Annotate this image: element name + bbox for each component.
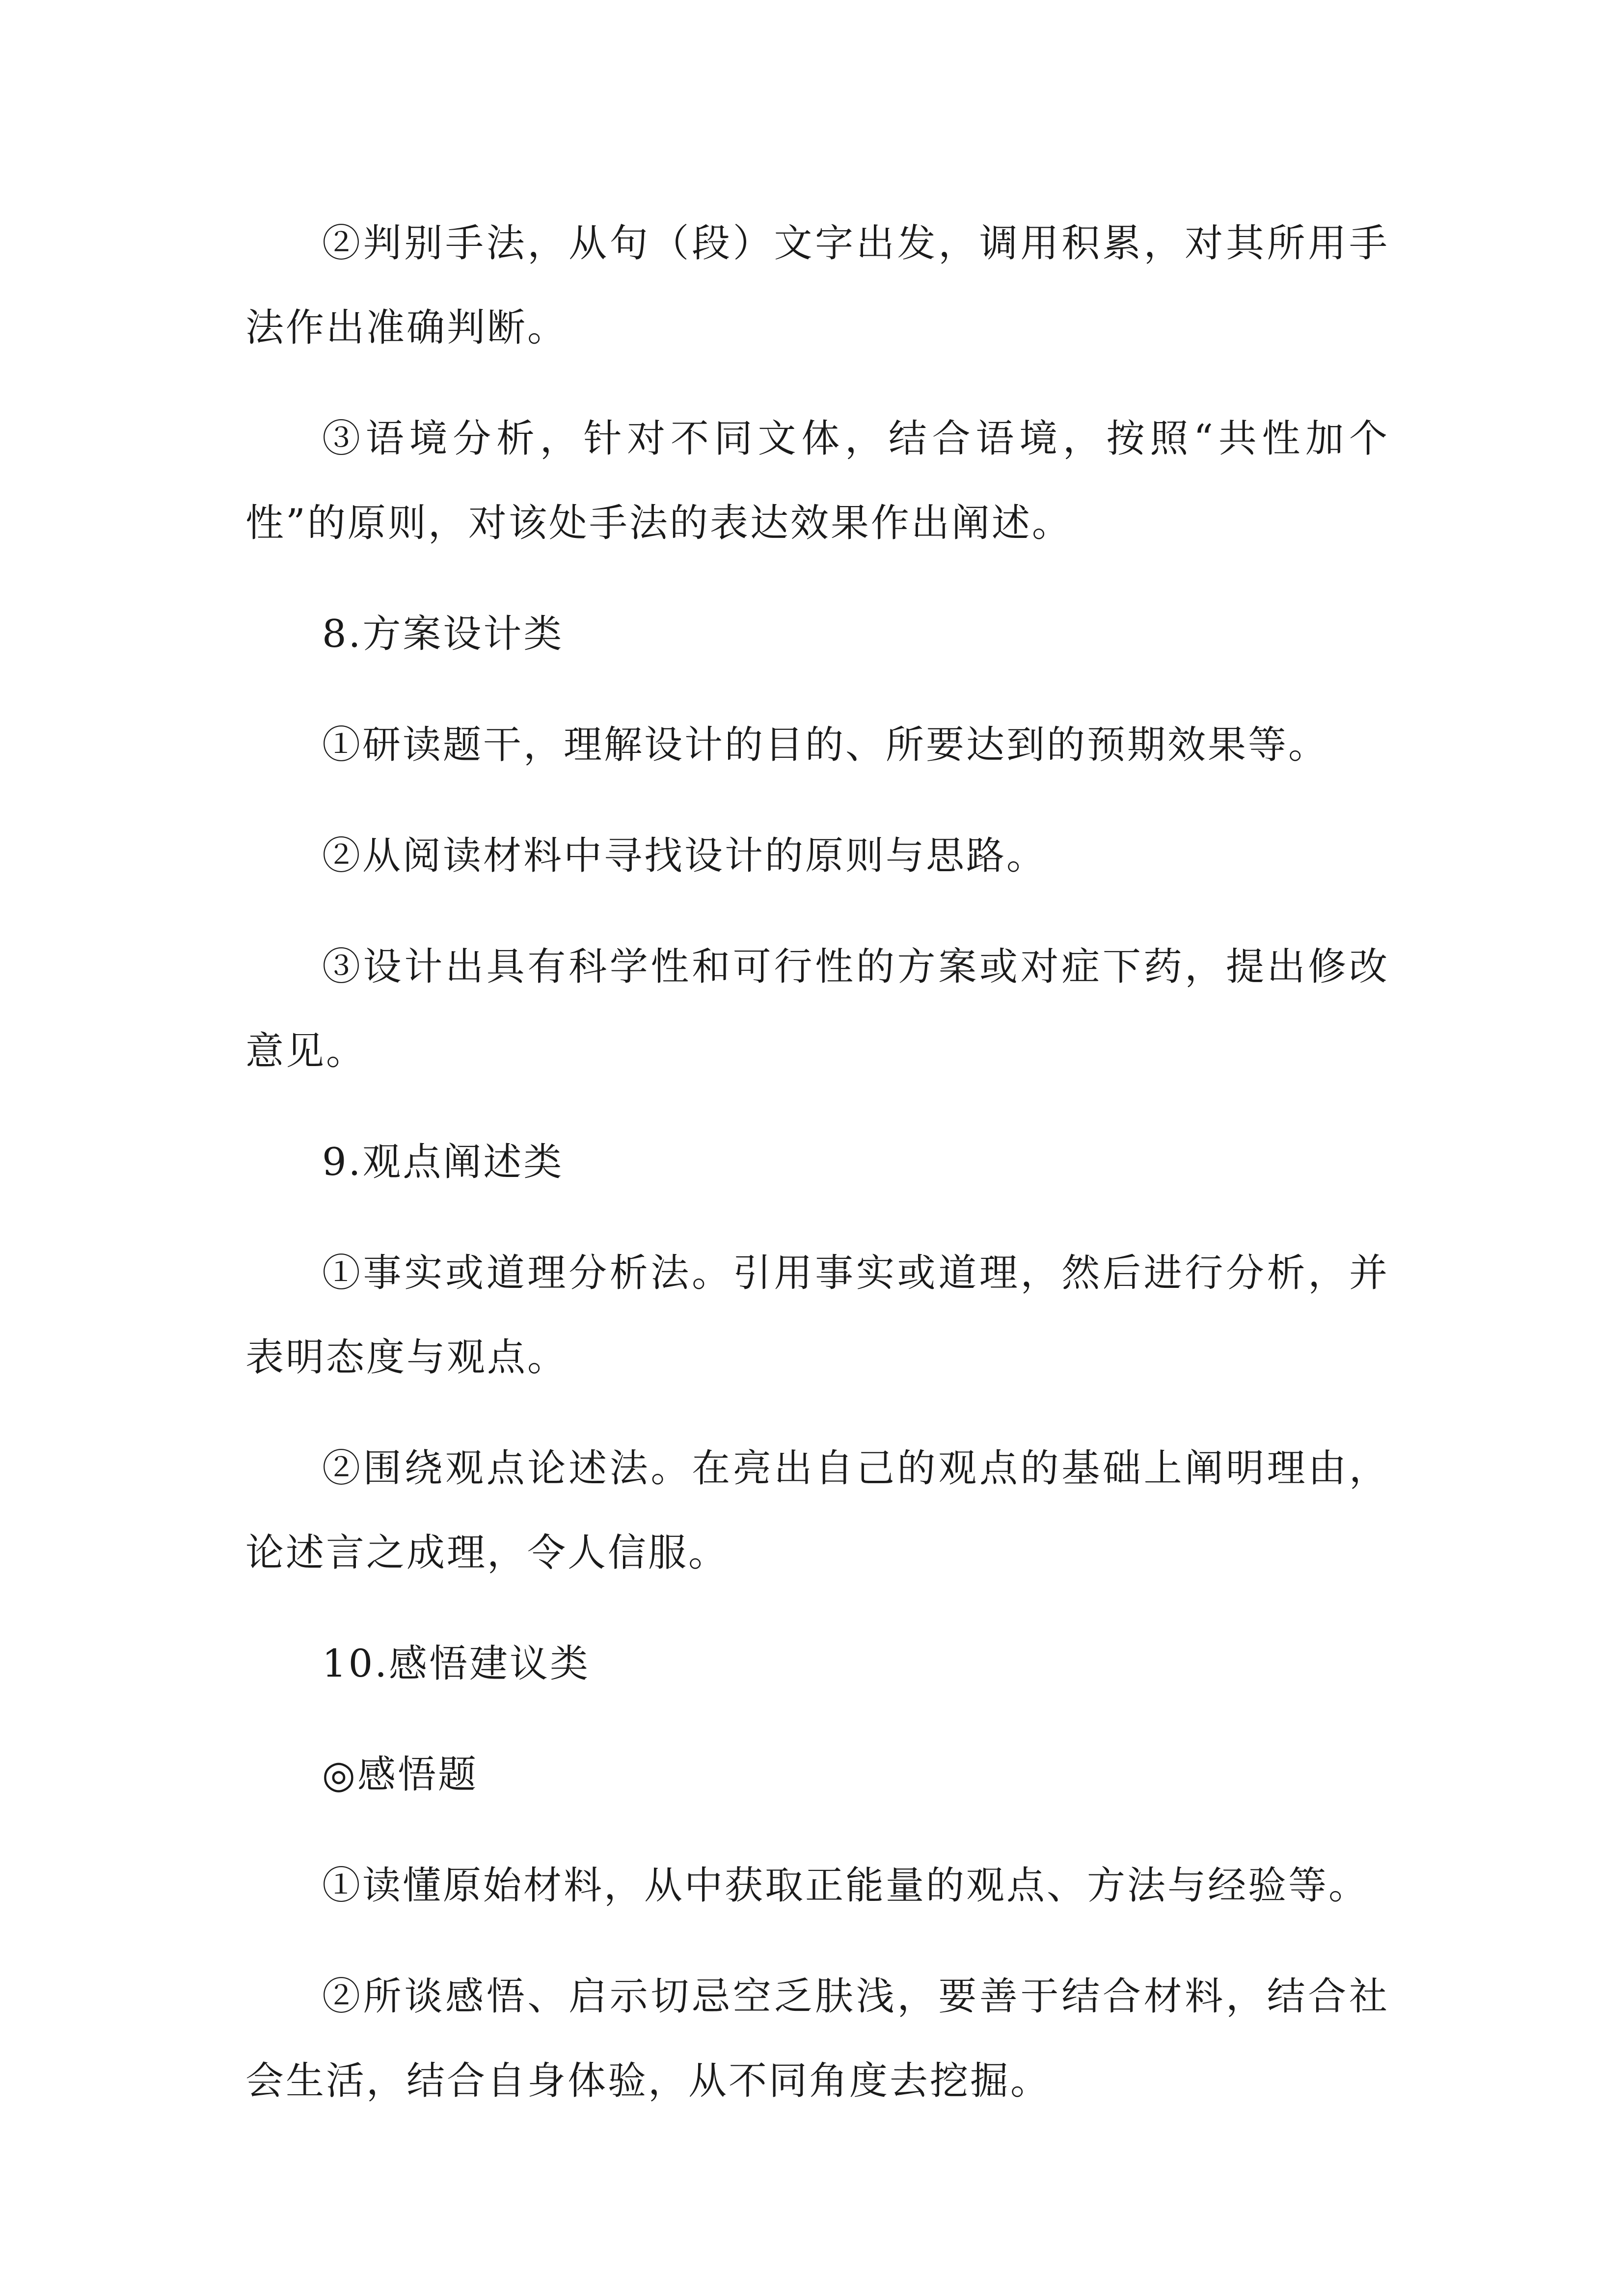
- subheading-reflection-question: ◎感悟题: [322, 1753, 479, 1797]
- paragraph-study-question: ①研读题干，理解设计的目的、所要达到的预期效果等。: [322, 723, 1329, 767]
- paragraph-viewpoint-argument: ②围绕观点论述法。在亮出自己的观点的基础上阐明理由，论述言之成理，令人信服。: [245, 1446, 1389, 1575]
- paragraph-technique-judgment: ②判别手法，从句（段）文字出发，调用积累，对其所用手法作出准确判断。: [245, 221, 1389, 350]
- section-heading-viewpoint: 9.观点阐述类: [322, 1140, 564, 1184]
- paragraph-find-principles: ②从阅读材料中寻找设计的原则与思路。: [322, 834, 1047, 878]
- paragraph-read-material: ①读懂原始材料，从中获取正能量的观点、方法与经验等。: [322, 1864, 1369, 1908]
- section-heading-reflection: 10.感悟建议类: [322, 1642, 591, 1686]
- paragraph-design-plan: ③设计出具有科学性和可行性的方案或对症下药，提出修改意见。: [245, 945, 1389, 1073]
- paragraph-fact-analysis: ①事实或道理分析法。引用事实或道理，然后进行分析，并表明态度与观点。: [245, 1251, 1389, 1380]
- section-heading-plan-design: 8.方案设计类: [322, 612, 564, 656]
- paragraph-insight-depth: ②所谈感悟、启示切忌空乏肤浅，要善于结合材料，结合社会生活，结合自身体验，从不同角度去挖掘。: [245, 1975, 1389, 2103]
- paragraph-context-analysis: ③语境分析，针对不同文体，结合语境，按照“共性加个性”的原则，对该处手法的表达效果作出阐述。: [245, 417, 1389, 545]
- document-body: [245, 201, 1389, 2150]
